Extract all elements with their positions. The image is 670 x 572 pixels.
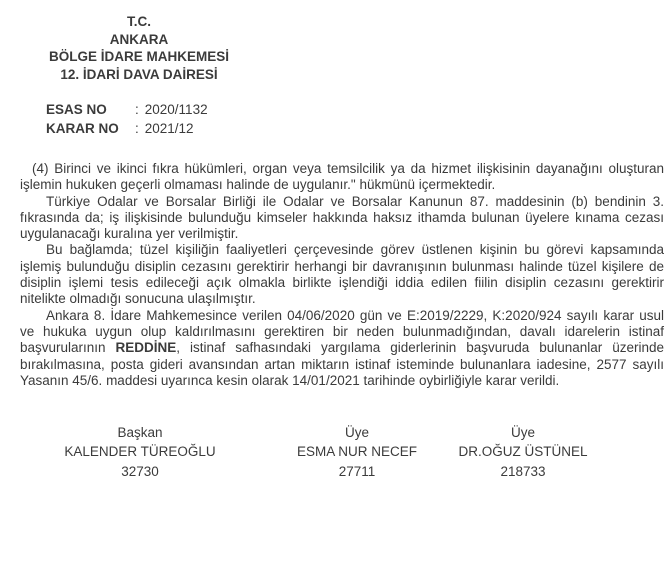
header-chamber: 12. İDARİ DAVA DAİRESİ: [60, 66, 218, 82]
header-city: ANKARA: [109, 31, 169, 47]
paragraph-ruling: [20, 308, 664, 389]
esas-no-label: ESAS NO: [46, 102, 107, 117]
karar-no-separator: :: [135, 120, 139, 136]
esas-no-row: [46, 101, 208, 120]
header-court: BÖLGE İDARE MAHKEMESİ: [48, 49, 229, 64]
paragraph-law-reference: Türkiye Odalar ve Borsalar Birliği ile Odalar ve Borsalar Kanunun 87. maddesinin (b) bendinin 3. fıkrasında da; iş ilişkisinde bulunduğu kimseler hakkında haksız ithamda bulunan üyelere kınama cezası uygulanacağı kuralına yer verilmiştir.: [20, 193, 664, 242]
signature-name: KALENDER TÜREOĞLU: [64, 444, 216, 460]
signature-registry-number: 27711: [338, 463, 376, 479]
signature-title: Başkan: [117, 425, 163, 440]
ruling-text-end: , istinaf safhasındaki yargılama giderlerinin başvuruda bulunanlar üzerinde bırakılmasına, posta gideri avansından artan miktarın istinaf isteminde bulunanlara iadesine, 2577 sayılı Yasanın 45/6. maddesi uyarınca kesin olarak 14/01/2021 tarihinde oybirliğiyle karar verildi.: [20, 340, 664, 388]
karar-no-value: 2021/12: [144, 120, 194, 136]
paragraph-assessment: Bu bağlamda; tüzel kişiliğin faaliyetleri çerçevesinde görev üstlenen kişinin bu görevi kapsamında işlemiş bulunduğu disiplin cezasını gerektirir herhangi bir davranışının bulunması halinde tüzel kişilere de disiplin işlemi tesis edileceği açık olmakla birlikte işlendiği iddia edilen fiilin disiplin cezasını gerektirir nitelikte olmadığı sonucuna ulaşılmıştır.: [20, 242, 664, 307]
ruling-decision-keyword: REDDİNE: [115, 340, 177, 356]
case-info-block: [46, 101, 208, 138]
karar-no-row: [46, 120, 208, 139]
karar-no-label: KARAR NO: [46, 120, 119, 136]
signature-registry-number: 32730: [121, 463, 159, 479]
signature-member-2: [423, 423, 623, 481]
decision-body: [20, 161, 664, 389]
signature-title: Üye: [510, 425, 535, 440]
esas-no-value: 2020/1132: [144, 102, 208, 117]
signature-president: [40, 423, 240, 481]
signature-name: DR.OĞUZ ÜSTÜNEL: [458, 444, 588, 460]
paragraph-statute-quote: (4) Birinci ve ikinci fıkra hükümleri, organ veya temsilcilik ya da hizmet ilişkisinin dayanağını oluşturan işlemin hukuken geçerli olmaması halinde de uygulanır." hükmünü içermektedir.: [20, 161, 664, 193]
esas-no-separator: :: [135, 102, 139, 117]
header-republic: T.C.: [126, 14, 151, 29]
court-header: [2, 13, 276, 83]
signature-title: Üye: [344, 425, 369, 440]
signature-registry-number: 218733: [500, 463, 546, 479]
ruling-text-start: Ankara 8. İdare Mahkemesince verilen 04/06/2020 gün ve E:2019/2229, K:2020/924 sayılı karar usul ve hukuka uygun olup kaldırılmasını gerektiren bir neden bulunmadığından, davalı idarelerin istinaf başvurularının: [20, 307, 664, 356]
signature-name: ESMA NUR NECEF: [296, 444, 418, 460]
